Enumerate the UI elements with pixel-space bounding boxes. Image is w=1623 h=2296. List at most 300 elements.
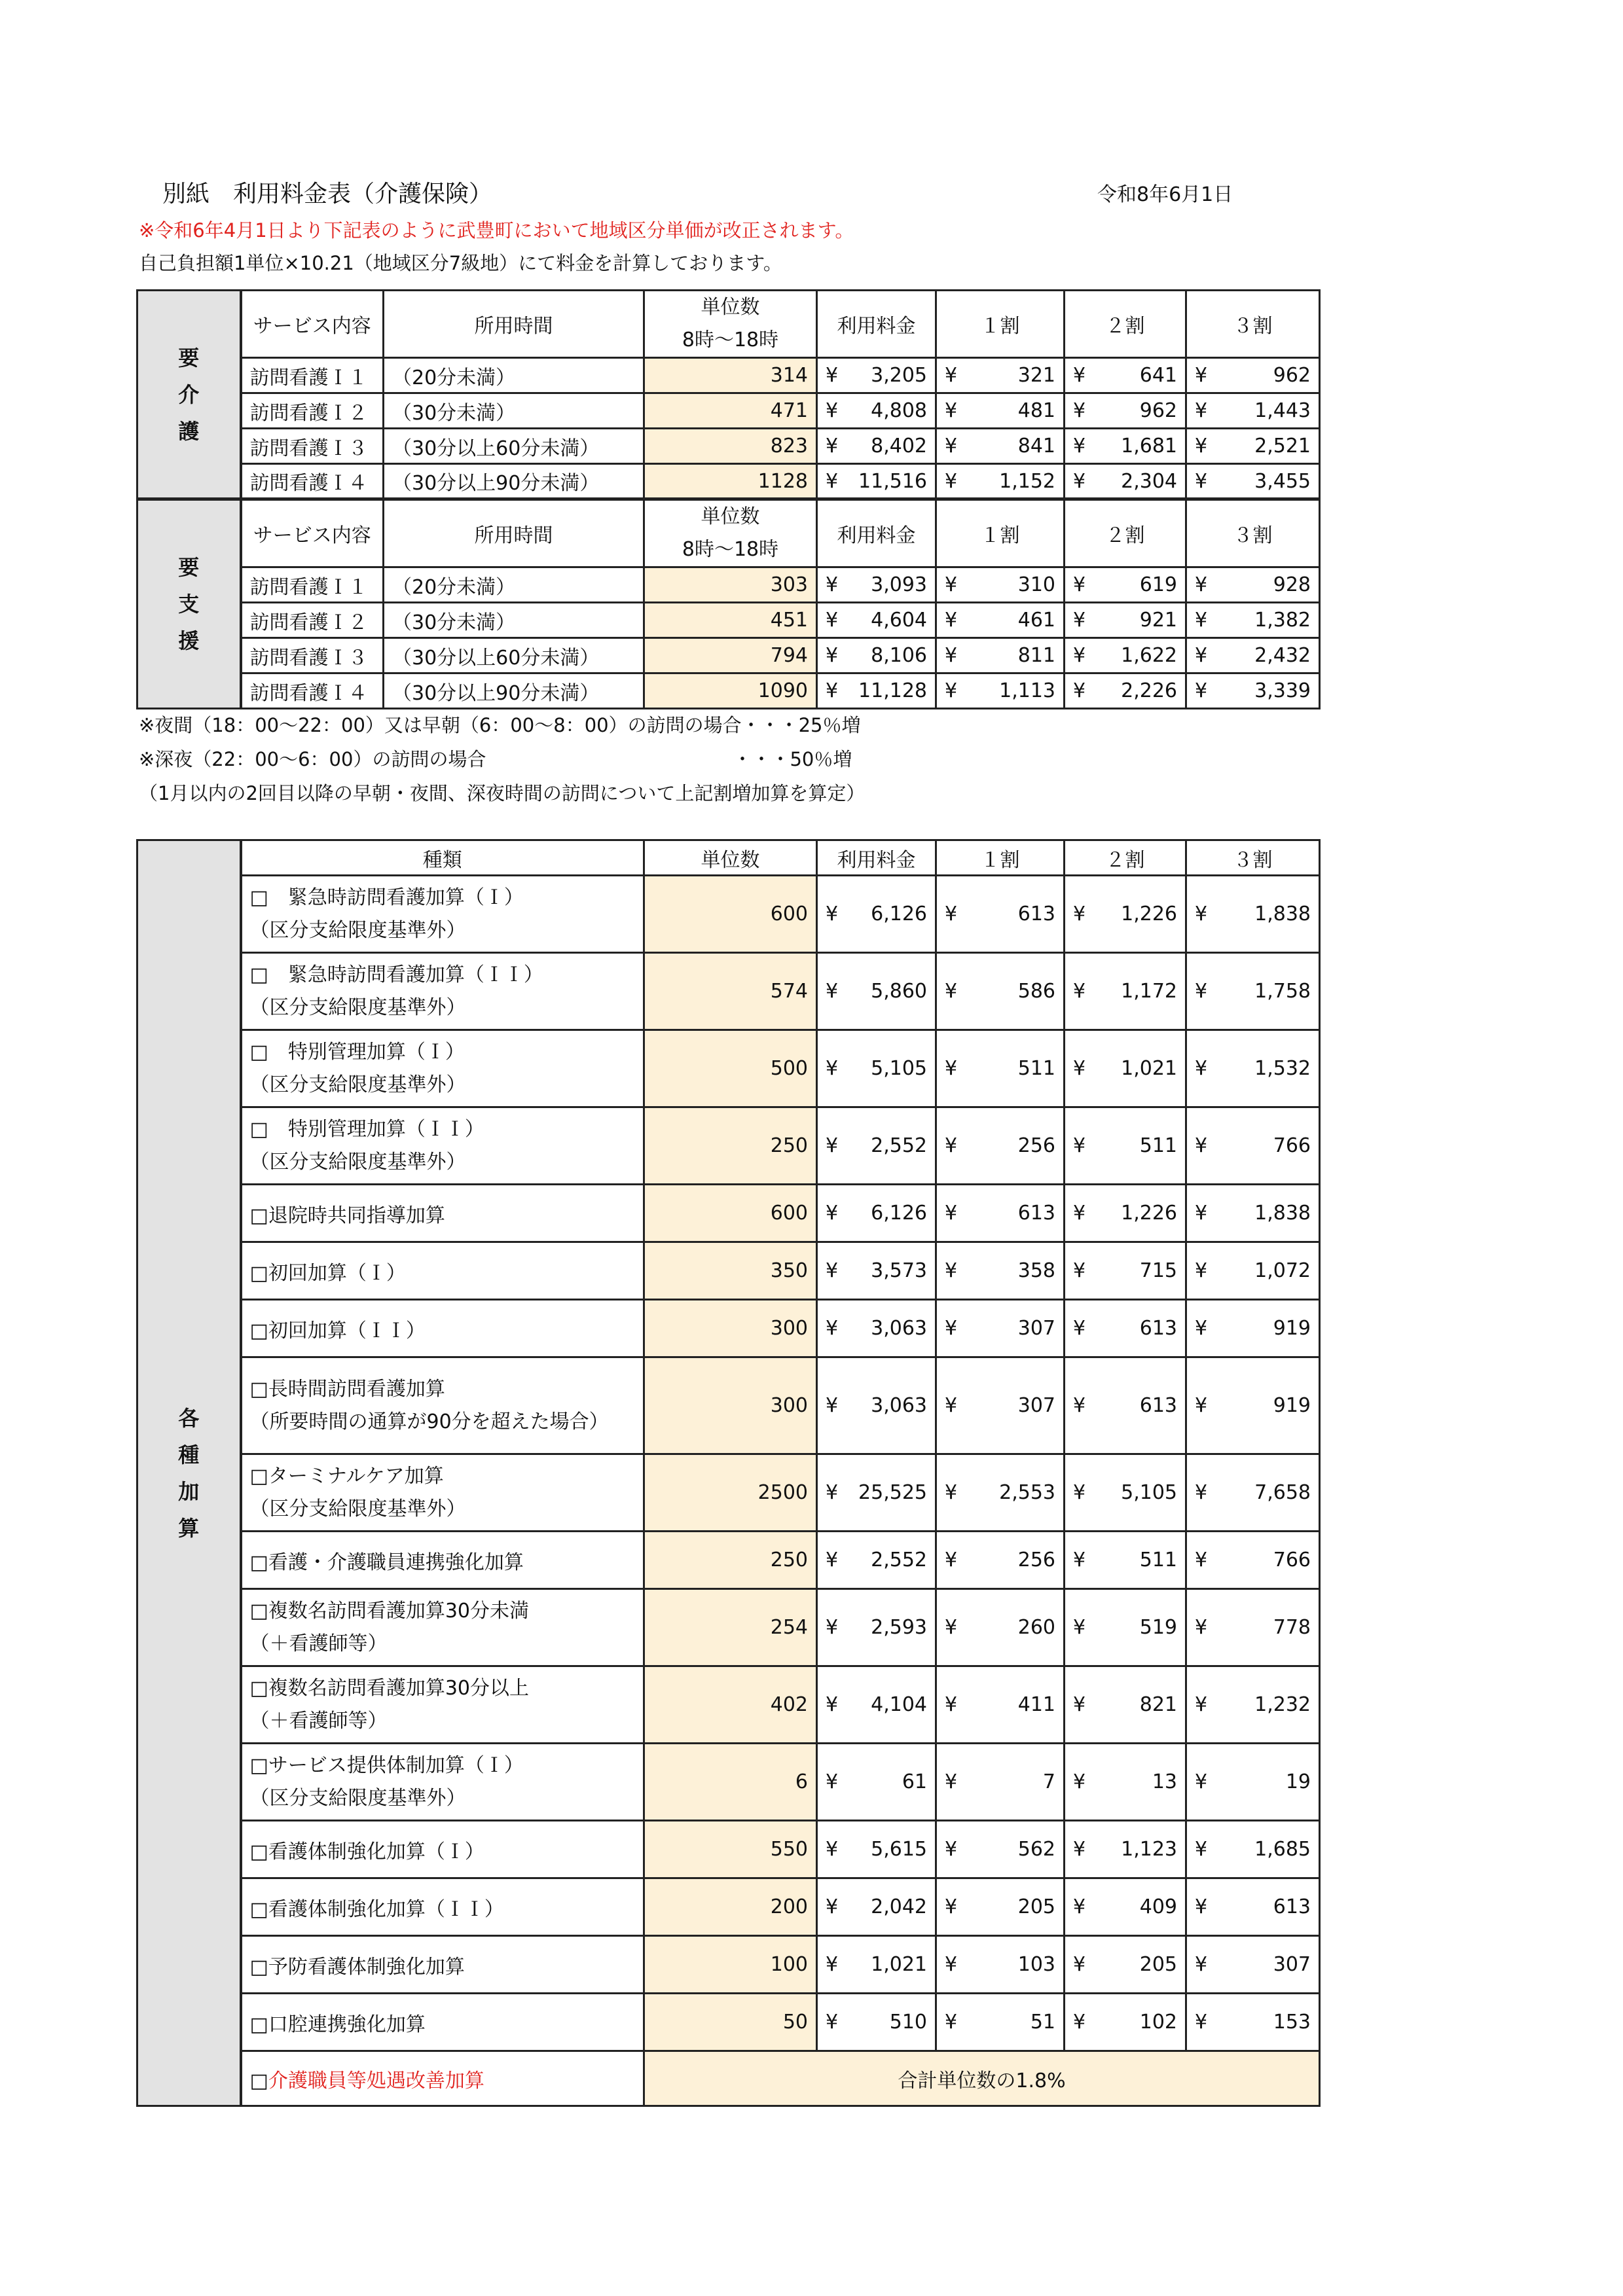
copay-10pct-value: 562 <box>1017 1838 1055 1861</box>
col-header-30pct: ３割 <box>1186 840 1320 876</box>
table-row <box>137 1185 1320 1242</box>
yen-sign: ¥ <box>826 1549 839 1571</box>
fee <box>817 1107 936 1185</box>
copay-20pct <box>1065 1454 1186 1532</box>
copay-30pct <box>1186 567 1320 603</box>
copay-10pct-value: 511 <box>1017 1057 1055 1080</box>
addition-name: □ターミナルケア加算 <box>249 1464 444 1488</box>
yen-sign: ¥ <box>1073 1549 1086 1571</box>
copay-30pct <box>1186 953 1320 1030</box>
section-label <box>137 840 241 2106</box>
unit-count: 303 <box>644 567 817 603</box>
duration: （30分未満） <box>384 393 644 429</box>
section-label-char: 援 <box>178 628 200 653</box>
yen-sign: ¥ <box>826 903 839 925</box>
unit-count: 6 <box>644 1744 817 1821</box>
yen-sign: ¥ <box>1195 1549 1208 1571</box>
copay-20pct <box>1065 358 1186 393</box>
copay-20pct <box>1065 638 1186 673</box>
yen-sign: ¥ <box>945 1317 958 1340</box>
copay-20pct-value: 1,226 <box>1121 1202 1177 1225</box>
unit-count: 823 <box>644 429 817 464</box>
calculation-note: 自己負担額1単位×10.21（地域区分7級地）にて料金を計算しております。 <box>139 252 782 274</box>
fee-value: 2,042 <box>871 1895 927 1918</box>
copay-10pct <box>936 638 1065 673</box>
copay-20pct-value: 511 <box>1139 1549 1177 1571</box>
fee <box>817 1744 936 1821</box>
copay-20pct <box>1065 673 1186 709</box>
copay-10pct <box>936 603 1065 638</box>
col-header-20pct: ２割 <box>1065 499 1186 567</box>
copay-20pct <box>1065 1030 1186 1107</box>
fee-value: 5,860 <box>871 980 927 1003</box>
addition-condition: （区分支給限度基準外） <box>249 1497 466 1520</box>
yen-sign: ¥ <box>1073 1057 1086 1080</box>
yen-sign: ¥ <box>826 980 839 1003</box>
table-row <box>137 1357 1320 1454</box>
yen-sign: ¥ <box>1073 364 1086 387</box>
unit-count: 350 <box>644 1242 817 1300</box>
unit-count: 574 <box>644 953 817 1030</box>
copay-10pct <box>936 1185 1065 1242</box>
copay-10pct <box>936 1821 1065 1878</box>
yen-sign: ¥ <box>1073 980 1086 1003</box>
copay-30pct-value: 1,382 <box>1254 609 1311 632</box>
fee <box>817 1994 936 2051</box>
addition-name: □サービス提供体制加算（Ｉ） <box>249 1753 524 1777</box>
fee-value: 11,128 <box>858 679 927 702</box>
addition-condition: （＋看護師等） <box>249 1632 388 1655</box>
section-label <box>137 291 241 499</box>
copay-10pct <box>936 1589 1065 1666</box>
yen-sign: ¥ <box>826 364 839 387</box>
fee <box>817 603 936 638</box>
unit-count: 794 <box>644 638 817 673</box>
copay-30pct <box>1186 1936 1320 1994</box>
col-header-units <box>644 499 817 567</box>
copay-10pct <box>936 358 1065 393</box>
copay-20pct-value: 13 <box>1152 1770 1177 1793</box>
copay-20pct <box>1065 1821 1186 1878</box>
yen-sign: ¥ <box>945 1259 958 1282</box>
addition-condition: （区分支給限度基準外） <box>249 1150 466 1174</box>
copay-30pct-value: 766 <box>1273 1549 1311 1571</box>
addition-type <box>241 1589 644 1666</box>
copay-30pct <box>1186 1300 1320 1357</box>
service-name: 訪問看護Ｉ２ <box>241 393 384 429</box>
unit-count: 250 <box>644 1532 817 1589</box>
copay-30pct-value: 2,432 <box>1254 644 1311 667</box>
yen-sign: ¥ <box>826 679 839 702</box>
yen-sign: ¥ <box>945 1770 958 1793</box>
addition-type <box>241 1454 644 1532</box>
yen-sign: ¥ <box>1073 609 1086 632</box>
copay-10pct-value: 205 <box>1017 1895 1055 1918</box>
fee-value: 2,593 <box>871 1616 927 1639</box>
units-label: 単位数 <box>701 505 760 528</box>
copay-30pct <box>1186 1878 1320 1936</box>
yen-sign: ¥ <box>826 469 839 493</box>
copay-10pct-value: 321 <box>1017 364 1055 387</box>
fee <box>817 567 936 603</box>
unit-count: 200 <box>644 1878 817 1936</box>
copay-30pct <box>1186 1532 1320 1589</box>
yen-sign: ¥ <box>945 1616 958 1639</box>
yen-sign: ¥ <box>1073 1693 1086 1716</box>
copay-30pct <box>1186 1454 1320 1532</box>
table-row <box>137 1666 1320 1744</box>
col-header-fee: 利用料金 <box>817 291 936 358</box>
table-row <box>137 876 1320 953</box>
copay-30pct <box>1186 464 1320 499</box>
copay-20pct <box>1065 1744 1186 1821</box>
addition-condition: （区分支給限度基準外） <box>249 918 466 942</box>
table-row <box>137 429 1320 464</box>
copay-10pct-value: 7 <box>1042 1770 1055 1793</box>
copay-10pct <box>936 567 1065 603</box>
copay-10pct-value: 256 <box>1017 1134 1055 1157</box>
yen-sign: ¥ <box>945 903 958 925</box>
copay-20pct-value: 409 <box>1139 1895 1177 1918</box>
yen-sign: ¥ <box>1073 435 1086 457</box>
fee-value: 3,573 <box>871 1259 927 1282</box>
table-row <box>137 464 1320 499</box>
copay-20pct-value: 102 <box>1139 2011 1177 2034</box>
copay-10pct <box>936 1357 1065 1454</box>
copay-30pct-value: 2,521 <box>1254 435 1311 457</box>
copay-10pct <box>936 464 1065 499</box>
yen-sign: ¥ <box>945 2011 958 2034</box>
yen-sign: ¥ <box>945 364 958 387</box>
copay-10pct-value: 811 <box>1017 644 1055 667</box>
service-name: 訪問看護Ｉ４ <box>241 464 384 499</box>
copay-30pct-value: 1,758 <box>1254 980 1311 1003</box>
fee-value: 4,604 <box>871 609 927 632</box>
yen-sign: ¥ <box>945 1394 958 1417</box>
section-label-char: 各 <box>178 1405 200 1431</box>
yen-sign: ¥ <box>1073 903 1086 925</box>
copay-30pct-value: 1,838 <box>1254 1202 1311 1225</box>
copay-20pct <box>1065 1589 1186 1666</box>
fee-value: 8,106 <box>871 644 927 667</box>
copay-20pct <box>1065 567 1186 603</box>
table-header-row <box>137 840 1320 876</box>
addition-name: □看護体制強化加算（Ｉ） <box>249 1840 484 1863</box>
unit-count: 300 <box>644 1300 817 1357</box>
copay-20pct-value: 715 <box>1139 1259 1177 1282</box>
copay-20pct <box>1065 393 1186 429</box>
fee <box>817 1030 936 1107</box>
yen-sign: ¥ <box>945 1895 958 1918</box>
yen-sign: ¥ <box>826 609 839 632</box>
fee <box>817 953 936 1030</box>
copay-20pct-value: 2,226 <box>1121 679 1177 702</box>
col-header-20pct: ２割 <box>1065 291 1186 358</box>
fee-value: 11,516 <box>858 469 927 493</box>
fee-value: 1,021 <box>871 1953 927 1976</box>
table-row <box>137 953 1320 1030</box>
copay-20pct-value: 613 <box>1139 1317 1177 1340</box>
copay-20pct <box>1065 1357 1186 1454</box>
yen-sign: ¥ <box>826 399 839 422</box>
yen-sign: ¥ <box>1195 1259 1208 1282</box>
yen-sign: ¥ <box>1195 980 1208 1003</box>
copay-30pct-value: 1,443 <box>1254 399 1311 422</box>
copay-10pct-value: 358 <box>1017 1259 1055 1282</box>
copay-20pct <box>1065 429 1186 464</box>
addition-type <box>241 1936 644 1994</box>
copay-30pct <box>1186 393 1320 429</box>
copay-20pct-value: 1,622 <box>1121 644 1177 667</box>
copay-20pct <box>1065 1666 1186 1744</box>
yen-sign: ¥ <box>1073 469 1086 493</box>
copay-20pct-value: 619 <box>1139 573 1177 596</box>
yen-sign: ¥ <box>945 980 958 1003</box>
fee <box>817 1454 936 1532</box>
addition-type <box>241 1107 644 1185</box>
section-label-char: 護 <box>178 418 200 444</box>
copay-10pct-value: 1,113 <box>999 679 1055 702</box>
addition-name: □退院時共同指導加算 <box>249 1204 445 1227</box>
addition-type <box>241 1030 644 1107</box>
copay-20pct-value: 641 <box>1139 364 1177 387</box>
addition-name: □初回加算（Ｉ） <box>249 1261 406 1285</box>
table-row <box>137 638 1320 673</box>
copay-30pct <box>1186 1994 1320 2051</box>
copay-20pct-value: 511 <box>1139 1134 1177 1157</box>
unit-count: 550 <box>644 1821 817 1878</box>
copay-10pct-value: 841 <box>1017 435 1055 457</box>
col-header-20pct: ２割 <box>1065 840 1186 876</box>
copay-20pct-value: 921 <box>1139 609 1177 632</box>
unit-count: 50 <box>644 1994 817 2051</box>
fee-value: 2,552 <box>871 1549 927 1571</box>
copay-30pct-value: 778 <box>1273 1616 1311 1639</box>
section-label-char: 加 <box>178 1479 200 1504</box>
yen-sign: ¥ <box>1195 679 1208 702</box>
yen-sign: ¥ <box>826 1317 839 1340</box>
yen-sign: ¥ <box>1195 1134 1208 1157</box>
copay-30pct <box>1186 638 1320 673</box>
copay-20pct-value: 1,172 <box>1121 980 1177 1003</box>
yen-sign: ¥ <box>1195 1394 1208 1417</box>
service-name: 訪問看護Ｉ２ <box>241 603 384 638</box>
yen-sign: ¥ <box>945 1549 958 1571</box>
col-header-fee: 利用料金 <box>817 499 936 567</box>
table-row <box>137 1821 1320 1878</box>
total-rate: 合計単位数の1.8% <box>644 2051 1320 2106</box>
copay-10pct <box>936 953 1065 1030</box>
copay-10pct-value: 613 <box>1017 1202 1055 1225</box>
table-row <box>137 1936 1320 1994</box>
copay-30pct <box>1186 1821 1320 1878</box>
copay-30pct-value: 3,339 <box>1254 679 1311 702</box>
table-row <box>137 1589 1320 1666</box>
fee <box>817 393 936 429</box>
copay-20pct-value: 2,304 <box>1121 469 1177 493</box>
table-row <box>137 358 1320 393</box>
checkbox-glyph: □ <box>249 2069 268 2092</box>
table-header-row <box>137 291 1320 358</box>
yen-sign: ¥ <box>1195 399 1208 422</box>
copay-20pct <box>1065 1878 1186 1936</box>
yen-sign: ¥ <box>1195 435 1208 457</box>
fee-value: 8,402 <box>871 435 927 457</box>
copay-20pct <box>1065 1185 1186 1242</box>
yen-sign: ¥ <box>1073 1134 1086 1157</box>
fee <box>817 1936 936 1994</box>
yen-sign: ¥ <box>826 1770 839 1793</box>
yen-sign: ¥ <box>1073 1838 1086 1861</box>
addition-condition: （＋看護師等） <box>249 1709 388 1732</box>
revision-notice: ※令和6年4月1日より下記表のように武豊町において地域区分単価が改正されます。 <box>139 219 854 242</box>
copay-10pct <box>936 1030 1065 1107</box>
unit-count: 600 <box>644 876 817 953</box>
unit-count: 500 <box>644 1030 817 1107</box>
copay-30pct-value: 766 <box>1273 1134 1311 1157</box>
table-row <box>137 1030 1320 1107</box>
table-row <box>137 1878 1320 1936</box>
fee <box>817 1666 936 1744</box>
fee-value: 61 <box>902 1770 927 1793</box>
yen-sign: ¥ <box>826 573 839 596</box>
yen-sign: ¥ <box>826 1838 839 1861</box>
copay-30pct <box>1186 1744 1320 1821</box>
col-header-30pct: ３割 <box>1186 499 1320 567</box>
table-row <box>137 2051 1320 2106</box>
fee-value: 5,615 <box>871 1838 927 1861</box>
copay-30pct <box>1186 1030 1320 1107</box>
copay-30pct-value: 1,232 <box>1254 1693 1311 1716</box>
copay-10pct <box>936 1242 1065 1300</box>
copay-10pct <box>936 393 1065 429</box>
copay-30pct <box>1186 1185 1320 1242</box>
additional-fee-table <box>136 839 1321 2107</box>
yen-sign: ¥ <box>1195 364 1208 387</box>
table-row <box>137 1744 1320 1821</box>
copay-10pct-value: 2,553 <box>999 1481 1055 1504</box>
copay-30pct-value: 7,658 <box>1254 1481 1311 1504</box>
copay-10pct-value: 1,152 <box>999 469 1055 493</box>
section-label-char: 算 <box>178 1515 200 1541</box>
copay-20pct <box>1065 953 1186 1030</box>
section-label-char: 要 <box>178 555 200 580</box>
addition-name: □ 緊急時訪問看護加算（ＩＩ） <box>249 963 543 986</box>
yen-sign: ¥ <box>826 1134 839 1157</box>
fee-value: 2,552 <box>871 1134 927 1157</box>
unit-count: 471 <box>644 393 817 429</box>
addition-type <box>241 1821 644 1878</box>
table-row <box>137 603 1320 638</box>
fee-value: 6,126 <box>871 1202 927 1225</box>
fee <box>817 1300 936 1357</box>
table-row <box>137 567 1320 603</box>
copay-30pct-value: 613 <box>1273 1895 1311 1918</box>
copay-10pct <box>936 1744 1065 1821</box>
note-night: ※夜間（18：00～22：00）又は早朝（6：00～8：00）の訪問の場合・・・25％増 <box>139 714 861 736</box>
yen-sign: ¥ <box>826 1481 839 1504</box>
yen-sign: ¥ <box>826 1616 839 1639</box>
addition-name: □予防看護体制強化加算 <box>249 1955 465 1979</box>
copay-20pct-value: 962 <box>1139 399 1177 422</box>
addition-type <box>241 1994 644 2051</box>
copay-30pct-value: 153 <box>1273 2011 1311 2034</box>
col-header-service: サービス内容 <box>241 499 384 567</box>
col-header-10pct: １割 <box>936 499 1065 567</box>
yen-sign: ¥ <box>826 1394 839 1417</box>
duration: （20分未満） <box>384 567 644 603</box>
fee <box>817 358 936 393</box>
copay-30pct <box>1186 1357 1320 1454</box>
yen-sign: ¥ <box>945 1134 958 1157</box>
copay-30pct <box>1186 603 1320 638</box>
copay-20pct-value: 1,681 <box>1121 435 1177 457</box>
copay-10pct-value: 307 <box>1017 1394 1055 1417</box>
table-row <box>137 1532 1320 1589</box>
fee-value: 510 <box>889 2011 927 2034</box>
fee <box>817 1878 936 1936</box>
copay-10pct-value: 256 <box>1017 1549 1055 1571</box>
service-name: 訪問看護Ｉ１ <box>241 567 384 603</box>
yen-sign: ¥ <box>826 1895 839 1918</box>
addition-name: □複数名訪問看護加算30分以上 <box>249 1676 530 1700</box>
yen-sign: ¥ <box>945 573 958 596</box>
addition-name: □口腔連携強化加算 <box>249 2013 426 2036</box>
yen-sign: ¥ <box>1195 644 1208 667</box>
addition-type <box>241 1185 644 1242</box>
copay-10pct <box>936 1878 1065 1936</box>
copay-30pct-value: 1,532 <box>1254 1057 1311 1080</box>
col-header-service: サービス内容 <box>241 291 384 358</box>
addition-name: □初回加算（ＩＩ） <box>249 1319 426 1342</box>
copay-30pct-value: 919 <box>1273 1317 1311 1340</box>
copay-20pct-value: 1,226 <box>1121 903 1177 925</box>
yen-sign: ¥ <box>1073 1317 1086 1340</box>
yen-sign: ¥ <box>1073 399 1086 422</box>
copay-10pct-value: 411 <box>1017 1693 1055 1716</box>
col-header-units: 単位数 <box>644 840 817 876</box>
unit-count: 1128 <box>644 464 817 499</box>
addition-condition: （区分支給限度基準外） <box>249 996 466 1019</box>
yen-sign: ¥ <box>1195 469 1208 493</box>
copay-10pct <box>936 1107 1065 1185</box>
copay-20pct-value: 613 <box>1139 1394 1177 1417</box>
yen-sign: ¥ <box>1073 1394 1086 1417</box>
table-row <box>137 673 1320 709</box>
section-label-char: 要 <box>178 345 200 370</box>
copay-30pct-value: 919 <box>1273 1394 1311 1417</box>
copay-20pct-value: 1,123 <box>1121 1838 1177 1861</box>
col-header-10pct: １割 <box>936 840 1065 876</box>
duration: （30分以上60分未満） <box>384 638 644 673</box>
yen-sign: ¥ <box>1195 573 1208 596</box>
duration: （20分未満） <box>384 358 644 393</box>
addition-type <box>241 1242 644 1300</box>
copay-30pct <box>1186 876 1320 953</box>
fee-value: 5,105 <box>871 1057 927 1080</box>
yen-sign: ¥ <box>1195 1481 1208 1504</box>
addition-condition: （区分支給限度基準外） <box>249 1786 466 1810</box>
col-header-duration: 所用時間 <box>384 499 644 567</box>
addition-type <box>241 1878 644 1936</box>
copay-10pct <box>936 1666 1065 1744</box>
yen-sign: ¥ <box>945 1693 958 1716</box>
fee-value: 6,126 <box>871 903 927 925</box>
copay-10pct <box>936 1300 1065 1357</box>
col-header-type: 種類 <box>241 840 644 876</box>
yen-sign: ¥ <box>1195 1202 1208 1225</box>
copay-10pct-value: 310 <box>1017 573 1055 596</box>
